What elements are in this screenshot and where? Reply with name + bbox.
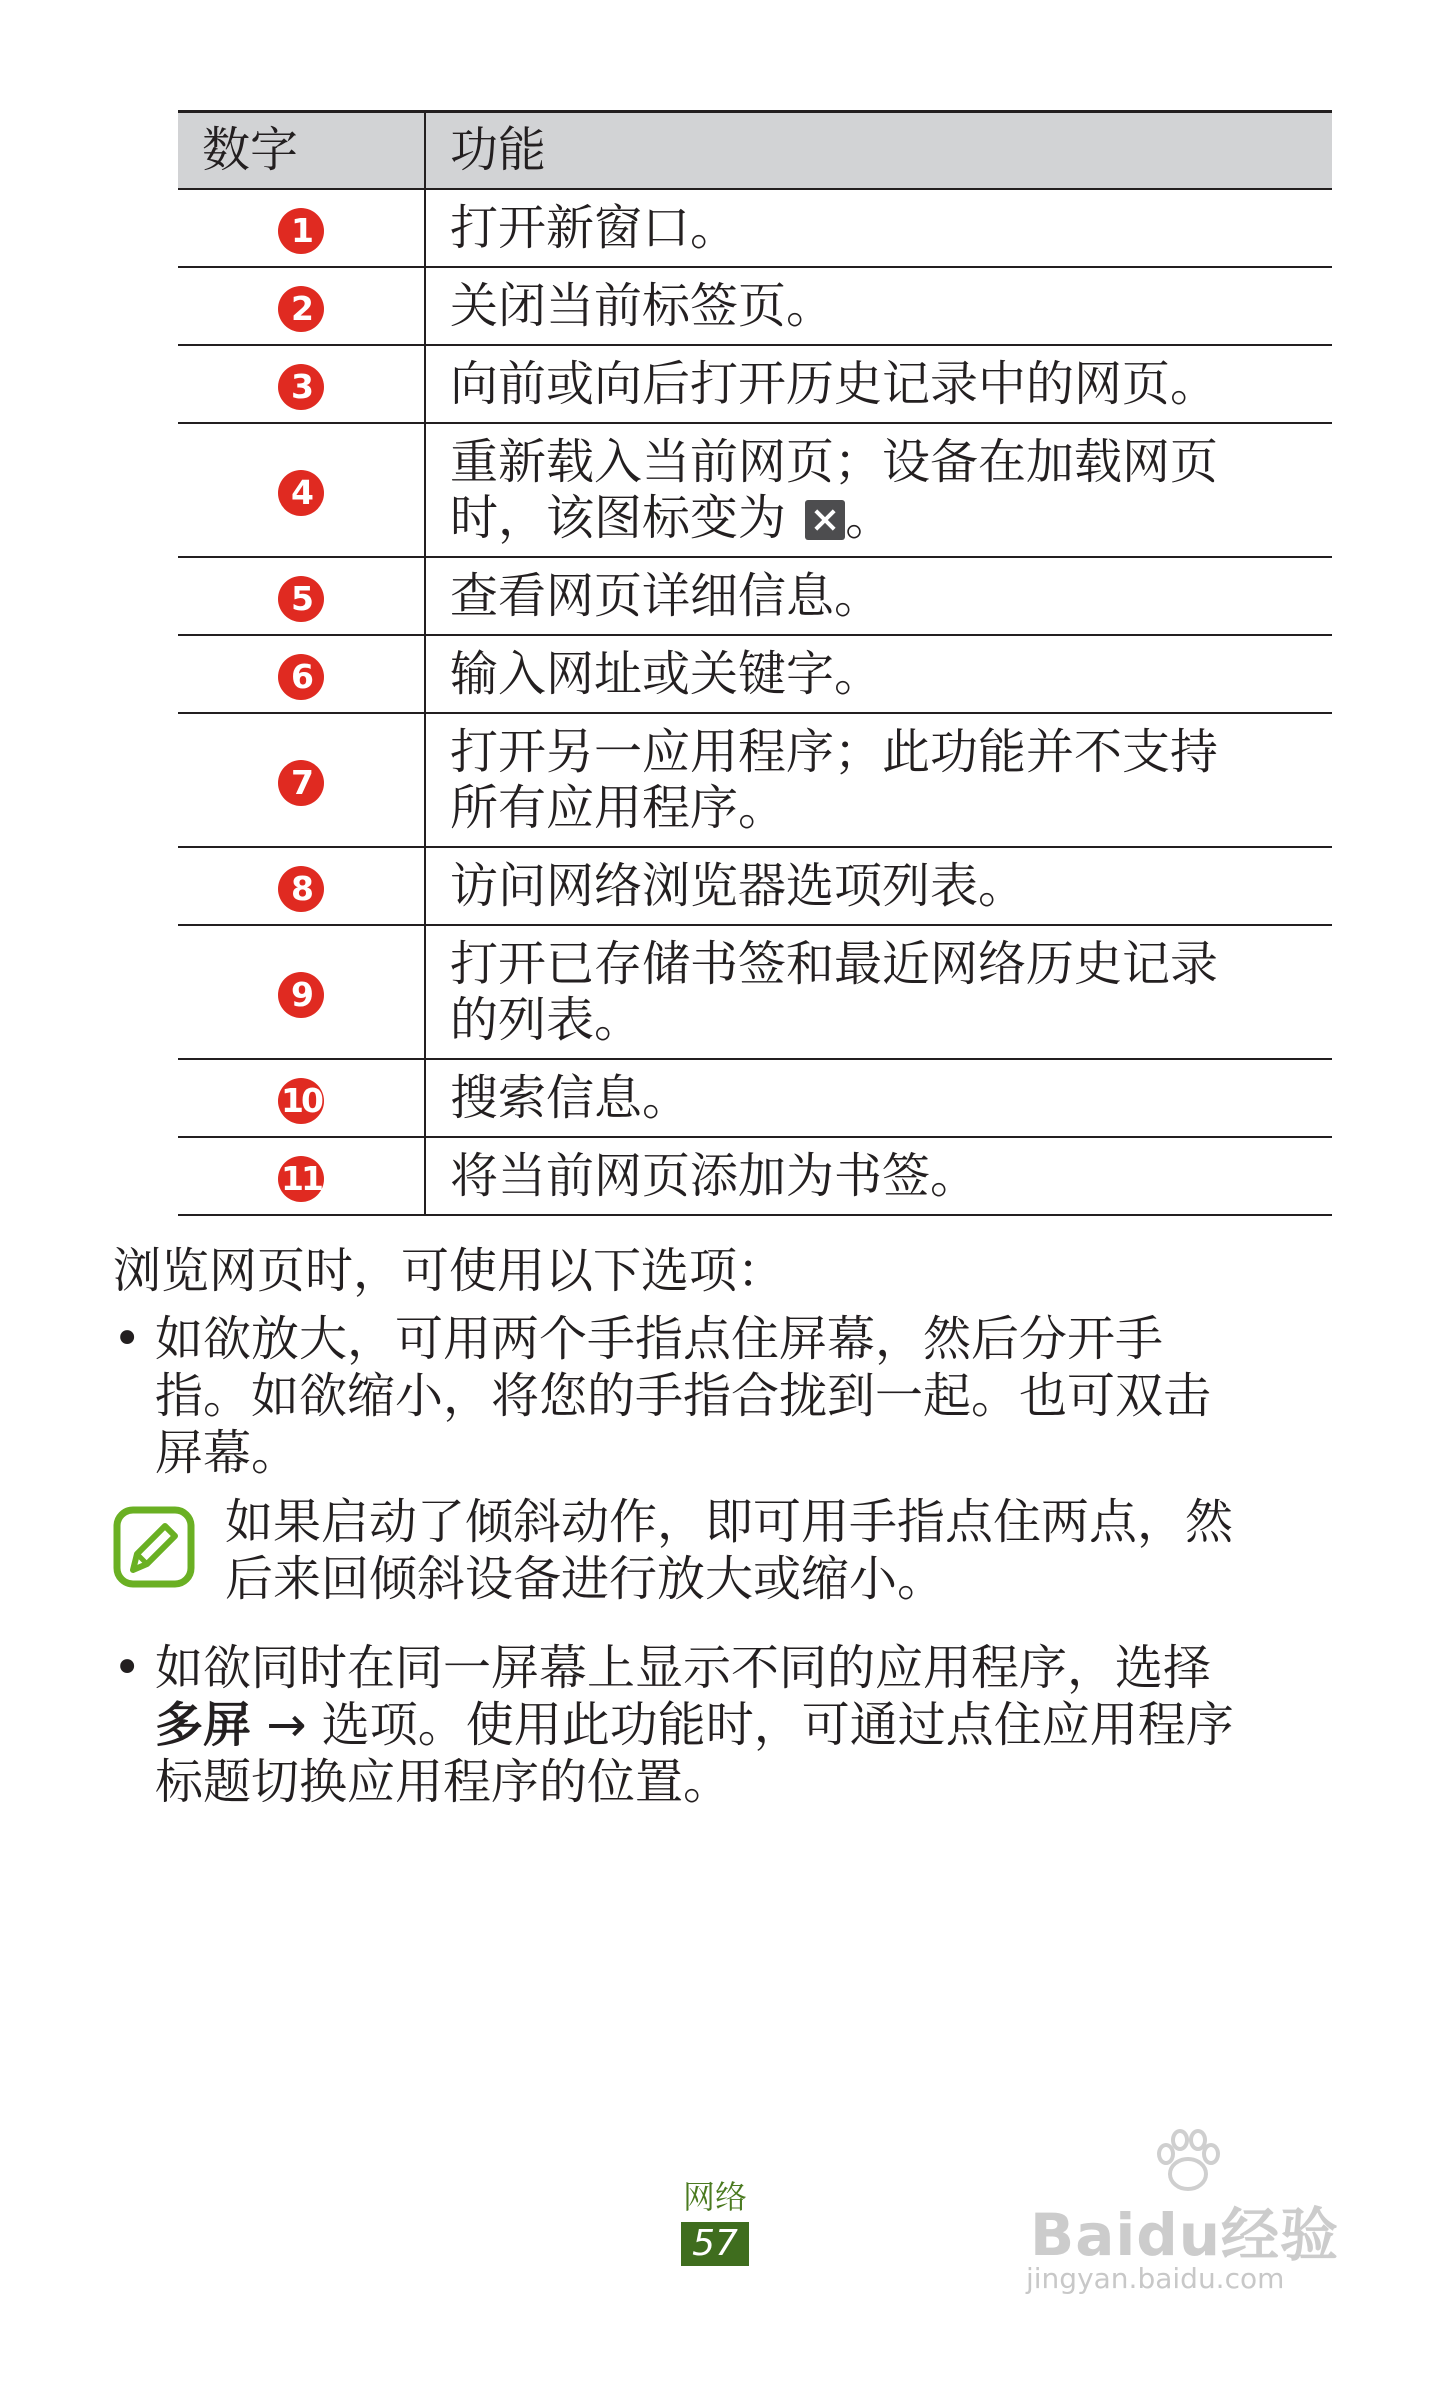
row-description: [425, 713, 1332, 847]
row-description: 打开新窗口。: [425, 189, 1332, 267]
bullet-text: [155, 1311, 1323, 1482]
table-row: [178, 557, 1332, 635]
header-function: 功能: [425, 112, 1332, 189]
table-row: [178, 423, 1332, 557]
bullet-line: 指。如欲缩小，将您的手指合拢到一起。也可双击: [155, 1368, 1212, 1424]
row-description: 将当前网页添加为书签。: [425, 1137, 1332, 1215]
row-number-cell: [178, 267, 425, 345]
table-row: [178, 847, 1332, 925]
row-description: 向前或向后打开历史记录中的网页。: [425, 345, 1332, 423]
desc-punct: 。: [845, 489, 894, 546]
number-badge: 2: [278, 286, 324, 332]
number-badge: 8: [278, 866, 324, 912]
note-pencil-icon: [113, 1506, 195, 1588]
table-row: [178, 925, 1332, 1059]
row-number-cell: [178, 423, 425, 557]
desc-line: 所有应用程序。: [450, 779, 787, 836]
section-label: 网络: [682, 2178, 747, 2216]
number-badge: 5: [278, 576, 324, 622]
row-number-cell: [178, 847, 425, 925]
bullet-line: 标题切换应用程序的位置。: [155, 1754, 732, 1810]
note-box: [113, 1494, 1343, 1608]
stop-x-icon: [805, 500, 845, 540]
watermark-url: jingyan.baidu.com: [1026, 2262, 1285, 2295]
table-row: [178, 189, 1332, 267]
intro-text: 浏览网页时，可使用以下选项：: [113, 1243, 786, 1299]
bullet-line: → 选项。使用此功能时，可通过点住应用程序: [251, 1697, 1234, 1753]
row-description: 输入网址或关键字。: [425, 635, 1332, 713]
number-badge: 9: [278, 972, 324, 1018]
row-number-cell: [178, 635, 425, 713]
note-line: 后来回倾斜设备进行放大或缩小。: [225, 1551, 946, 1607]
baidu-watermark: [1008, 2128, 1348, 2298]
note-line: 如果启动了倾斜动作，即可用手指点住两点，然: [225, 1494, 1234, 1550]
bullet-line: 如欲放大，可用两个手指点住屏幕，然后分开手: [155, 1311, 1164, 1367]
bullet-dot: •: [113, 1311, 142, 1367]
number-badge: 4: [278, 470, 324, 516]
row-description: 访问网络浏览器选项列表。: [425, 847, 1332, 925]
watermark-logo: Baidu经验: [1030, 2201, 1340, 2269]
table-row: [178, 1059, 1332, 1137]
page-number: 57: [681, 2222, 749, 2266]
row-description: 查看网页详细信息。: [425, 557, 1332, 635]
desc-line: 打开已存储书签和最近网络历史记录: [450, 935, 1219, 992]
function-table: [178, 110, 1332, 1216]
row-number-cell: [178, 925, 425, 1059]
number-badge: 11: [278, 1156, 324, 1202]
bullet-dot: •: [113, 1640, 142, 1696]
row-number-cell: [178, 713, 425, 847]
bullet-line: 如欲同时在同一屏幕上显示不同的应用程序，选择: [155, 1640, 1212, 1696]
number-badge: 6: [278, 654, 324, 700]
desc-line: 时，该图标变为: [450, 489, 787, 546]
table-row: [178, 267, 1332, 345]
bullet-item-multiscreen: [113, 1640, 1323, 1811]
number-badge: 3: [278, 364, 324, 410]
table-row: [178, 635, 1332, 713]
row-description: 关闭当前标签页。: [425, 267, 1332, 345]
bullet-text: [155, 1640, 1323, 1811]
header-number: 数字: [178, 112, 425, 189]
row-description: [425, 423, 1332, 557]
row-number-cell: [178, 189, 425, 267]
note-text: [225, 1494, 1343, 1608]
row-number-cell: [178, 557, 425, 635]
desc-line: 重新载入当前网页；设备在加载网页: [450, 433, 1219, 490]
bullet-item-zoom: [113, 1311, 1323, 1482]
number-badge: 7: [278, 760, 324, 806]
table-row: [178, 1137, 1332, 1215]
desc-line: 的列表。: [450, 991, 643, 1048]
row-description: 搜索信息。: [425, 1059, 1332, 1137]
desc-line: 打开另一应用程序；此功能并不支持: [450, 723, 1219, 780]
row-number-cell: [178, 1137, 425, 1215]
table-row: [178, 713, 1332, 847]
table-header-row: [178, 112, 1332, 189]
table-row: [178, 345, 1332, 423]
menu-term: 多屏: [155, 1697, 252, 1753]
row-number-cell: [178, 345, 425, 423]
number-badge: 10: [278, 1078, 324, 1124]
row-number-cell: [178, 1059, 425, 1137]
bullet-line: 屏幕。: [155, 1425, 300, 1481]
row-description: [425, 925, 1332, 1059]
number-badge: 1: [278, 208, 324, 254]
